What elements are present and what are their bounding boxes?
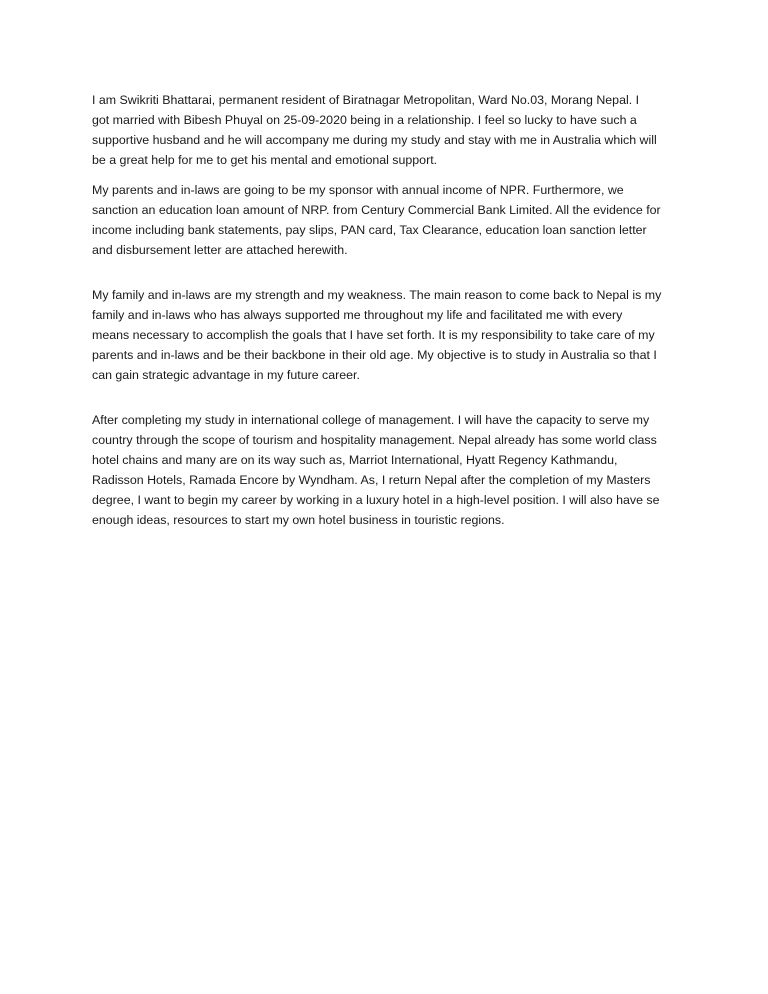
paragraph-family-ties <box>92 285 661 385</box>
text-line: and disbursement letter are attached herewith. <box>92 243 348 257</box>
text-line: parents and in-laws and be their backbone in their old age. My objective is to study in Australia so that I <box>92 348 657 362</box>
text-line: means necessary to accomplish the goals that I have set forth. It is my responsibility to take care of my <box>92 328 655 342</box>
text-line: hotel chains and many are on its way such as, Marriot International, Hyatt Regency Kathmandu, <box>92 453 618 467</box>
text-line: After completing my study in international college of management. I will have the capacity to serve my <box>92 413 650 427</box>
text-line: be a great help for me to get his mental and emotional support. <box>92 153 438 167</box>
text-line: My parents and in-laws are going to be my sponsor with annual income of NPR. Furthermore, we <box>92 183 624 197</box>
text-line: family and in-laws who has always supported me throughout my life and facilitated me with every <box>92 308 623 322</box>
text-line: enough ideas, resources to start my own hotel business in touristic regions. <box>92 513 505 527</box>
text-line: degree, I want to begin my career by working in a luxury hotel in a high-level position. I will also have se <box>92 493 660 507</box>
paragraph-sponsorship <box>92 180 661 260</box>
text-line: got married with Bibesh Phuyal on 25-09-2020 being in a relationship. I feel so lucky to have such a <box>92 113 637 127</box>
paragraph-personal-background <box>92 90 657 170</box>
text-line: income including bank statements, pay slips, PAN card, Tax Clearance, education loan sanction letter <box>92 223 647 237</box>
text-line: can gain strategic advantage in my future career. <box>92 368 360 382</box>
text-line: country through the scope of tourism and hospitality management. Nepal already has some world class <box>92 433 657 447</box>
text-line: My family and in-laws are my strength and my weakness. The main reason to come back to Nepal is my <box>92 288 662 302</box>
paragraph-career-plans <box>92 410 660 530</box>
text-line: I am Swikriti Bhattarai, permanent resident of Biratnagar Metropolitan, Ward No.03, Morang Nepal. I <box>92 93 640 107</box>
text-line: Radisson Hotels, Ramada Encore by Wyndham. As, I return Nepal after the completion of my Masters <box>92 473 651 487</box>
text-line: supportive husband and he will accompany me during my study and stay with me in Australia which will <box>92 133 657 147</box>
text-line: sanction an education loan amount of NRP. from Century Commercial Bank Limited. All the evidence for <box>92 203 661 217</box>
